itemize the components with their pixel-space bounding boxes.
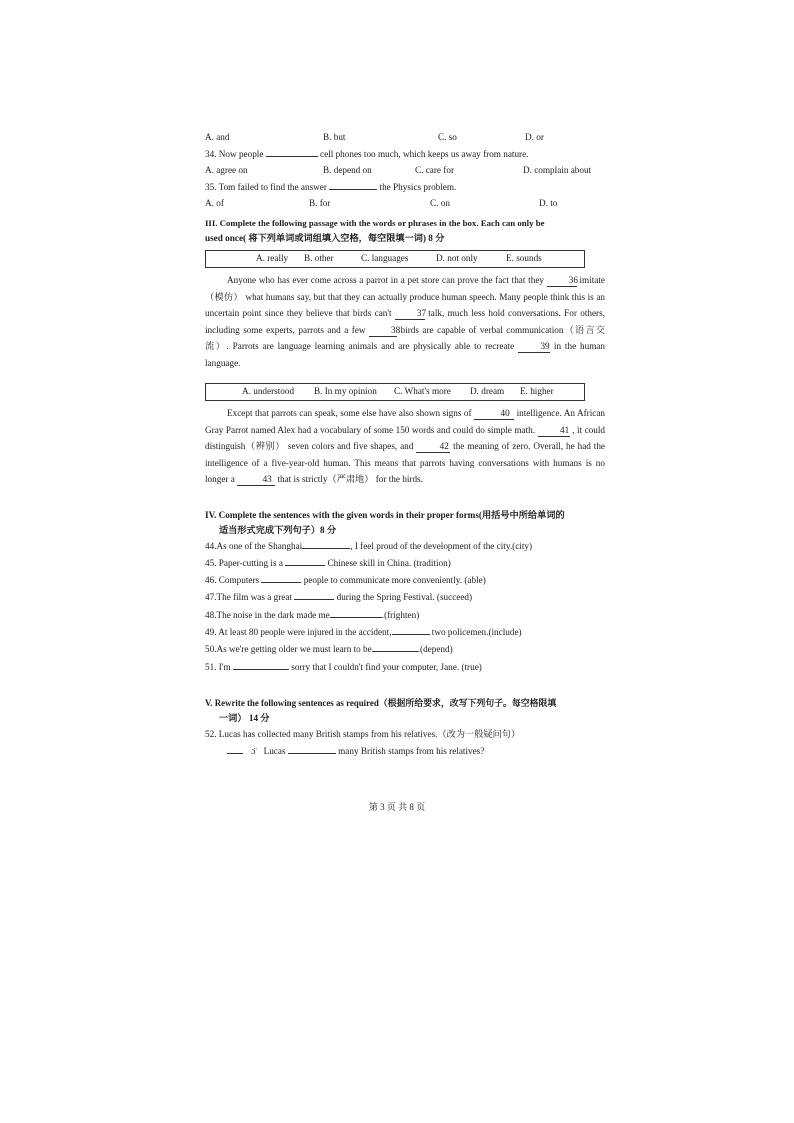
q51-before: 51. I'm	[205, 661, 231, 672]
blank-41[interactable]: 41	[538, 425, 570, 437]
q44-blank[interactable]	[302, 548, 350, 549]
q34-before: 34. Now people	[205, 149, 264, 159]
box1-option-d: D. not only	[436, 253, 478, 263]
q35-before: 35. Tom failed to find the answer	[205, 182, 327, 192]
section-3-heading-line2: used once( 将下列单词或词组填入空格，每空限填一词) 8 分	[205, 233, 445, 243]
blank-40[interactable]: 40	[474, 408, 514, 420]
q52-blank-2[interactable]	[288, 753, 336, 754]
q44-before: 44.As one of the Shanghai	[205, 540, 303, 551]
q51	[205, 659, 605, 676]
q50-before: 50.As we're getting older we must learn to be	[205, 644, 372, 655]
exam-content	[205, 130, 605, 760]
q34-after: cell phones too much, which keeps us away from nature.	[320, 149, 529, 159]
q47-after: during the Spring Festival. (succeed)	[336, 592, 473, 603]
blank-38[interactable]: 38	[369, 325, 397, 337]
box2-option-e: E. higher	[520, 386, 554, 396]
box1-option-c: C. languages	[361, 253, 409, 263]
q45	[205, 555, 605, 572]
box2-option-d: D. dream	[470, 386, 505, 396]
q52-blank-1[interactable]	[227, 753, 243, 754]
q35-option-a: A. of	[205, 198, 224, 208]
box1-option-b: B. other	[304, 253, 334, 263]
passage-2-text-e: that is strictly（严肃地） for the birds.	[277, 474, 423, 484]
q52-handwritten-mark: ɔ̈	[251, 746, 256, 757]
passage-2-text-b: intelligence. An African Gray Parrot named Alex had a vocabulary of some 150 words and could do simple math.	[205, 408, 606, 435]
q49-before: 49. At least 80 people were injured in the accident,	[205, 626, 392, 637]
q45-before: 45. Paper-cutting is a	[205, 557, 283, 568]
q47-blank[interactable]	[294, 599, 334, 600]
q35-option-d: D. to	[539, 198, 558, 208]
passage-1-text-a: Anyone who has ever come across a parrot in a pet store can prove the fact that they	[227, 275, 544, 285]
q52: 52. Lucas has collected many British stamps from his relatives.（改为一般疑问句）	[205, 728, 521, 739]
section-5-heading	[205, 696, 605, 726]
box1-option-a: A. really	[256, 253, 289, 263]
q33-option-d: D. or	[525, 132, 544, 142]
q35-blank[interactable]	[329, 189, 377, 190]
q34-option-d: D. complain about	[523, 165, 592, 175]
passage-2	[205, 405, 605, 488]
box1-option-e: E. sounds	[506, 253, 542, 263]
box2-option-c: C. What's more	[394, 386, 451, 396]
blank-37[interactable]: 37	[395, 308, 425, 320]
page-footer: 第 3 页 共 8 页	[368, 802, 426, 812]
section-3-heading-line1: III. Complete the following passage with the words or phrases in the box. Each can only be	[205, 218, 545, 228]
q46-blank[interactable]	[261, 582, 301, 583]
q46-before: 46. Computers	[205, 575, 260, 586]
q52-subject: Lucas	[263, 746, 286, 757]
q35-option-b: B. for	[309, 198, 331, 208]
passage-1	[205, 272, 605, 371]
section-5-heading-line2: 一词） 14 分	[219, 712, 270, 723]
q35-stem	[205, 179, 605, 196]
q49	[205, 624, 605, 641]
word-box-1	[205, 250, 585, 268]
section-4-heading	[205, 508, 605, 538]
q35-option-c: C. on	[430, 198, 450, 208]
q33-option-c: C. so	[438, 132, 457, 142]
q50-blank[interactable]	[372, 651, 418, 652]
passage-2-text-c: , it could distinguish（辨别） seven colors and five shapes, and	[205, 424, 605, 451]
q34-option-b: B. depend on	[323, 165, 372, 175]
box2-option-b: B. In my opinion	[314, 386, 377, 396]
q35-after: the Physics problem.	[379, 182, 457, 192]
q52-answer-line	[205, 743, 605, 760]
section-3-heading	[205, 216, 605, 246]
q33-option-b: B. but	[323, 132, 346, 142]
section-4-heading-line2: 适当形式完成下列句子）8 分	[219, 524, 337, 535]
q34-option-a: A. agree on	[205, 165, 248, 175]
q33-options	[205, 130, 605, 146]
q47-before: 47.The film was a great	[205, 592, 292, 603]
section-4-heading-line1: IV. Complete the sentences with the given words in their proper forms(用括号中所给单词的	[205, 509, 565, 520]
box2-option-a: A. understood	[242, 386, 295, 396]
q48-before: 48.The noise in the dark made me	[205, 609, 330, 620]
passage-1-text-d: birds are capable of verbal communication（语言交流）. Parrots are language learning animals and are physically able to recreate	[205, 324, 605, 351]
q49-after: two policemen.(include)	[431, 626, 522, 637]
q51-after: sorry that I couldn't find your computer, Jane. (true)	[291, 661, 482, 672]
q34-options	[205, 163, 605, 179]
blank-43[interactable]: 43	[237, 474, 275, 486]
blank-36[interactable]: 36	[547, 275, 577, 287]
q52-after: many British stamps from his relatives?	[338, 746, 485, 757]
q44	[205, 538, 605, 555]
q50-after: .(depend)	[417, 644, 453, 655]
passage-1-text-b: imitate（模仿） what humans say, but that they can actually produce human speech. Many people think this is an uncertain point since they believe that birds can't	[205, 275, 606, 318]
q34-blank[interactable]	[266, 156, 318, 157]
q44-after: , I feel proud of the development of the city.(city)	[350, 540, 533, 551]
q49-blank[interactable]	[392, 634, 430, 635]
q48-blank[interactable]	[330, 617, 382, 618]
q45-blank[interactable]	[285, 565, 325, 566]
blank-42[interactable]: 42	[416, 441, 450, 453]
passage-2-text-d: the meaning of zero. Overall, he had the intelligence of a five-year-old human. This means that parrots having conversations with humans is no longer a	[205, 441, 605, 484]
passage-1-text-c: talk, much less hold conversations. For others, including some experts, parrots and a few	[205, 308, 605, 335]
blank-39[interactable]: 39	[518, 341, 550, 353]
q34-option-c: C. care for	[415, 165, 455, 175]
q34-stem	[205, 146, 605, 163]
q47	[205, 589, 605, 606]
q46-after: people to communicate more conveniently. (able)	[303, 575, 486, 586]
q33-option-a: A. and	[205, 132, 230, 142]
q51-blank[interactable]	[233, 669, 289, 670]
q48-after: .(frighten)	[381, 609, 420, 620]
q50	[205, 641, 605, 658]
word-box-2	[205, 383, 585, 401]
q45-after: Chinese skill in China. (tradition)	[327, 557, 451, 568]
q48	[205, 607, 605, 624]
passage-2-text-a: Except that parrots can speak, some else have also shown signs of	[227, 408, 472, 418]
q35-options	[205, 196, 605, 212]
section-5-heading-line1: V. Rewrite the following sentences as required（根据所给要求，改写下列句子。每空格限填	[205, 697, 557, 708]
section-4-questions	[205, 538, 605, 676]
q46	[205, 572, 605, 589]
passage-1-text-e: in the human language.	[205, 341, 606, 368]
